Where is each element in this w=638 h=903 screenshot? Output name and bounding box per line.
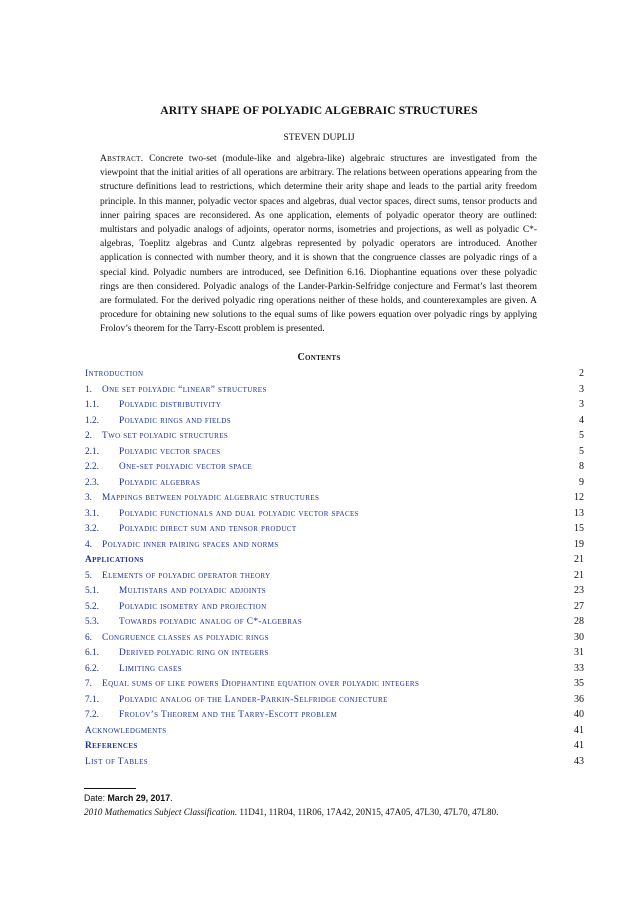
toc-entry[interactable] bbox=[85, 508, 584, 524]
toc-entry[interactable] bbox=[85, 523, 584, 539]
toc-entry[interactable] bbox=[85, 632, 584, 648]
toc-entry-number: 3. bbox=[85, 493, 92, 503]
toc-entry[interactable] bbox=[85, 368, 584, 384]
toc-entry-number: 5.1. bbox=[85, 586, 99, 596]
date-label: Date: bbox=[84, 793, 106, 803]
toc-entry-page: 5 bbox=[579, 430, 584, 441]
toc-entry-page: 36 bbox=[574, 693, 584, 705]
toc-entry-page: 5 bbox=[579, 445, 584, 457]
toc-entry-link[interactable]: Polyadic analog of the Lander-Parkin-Selfridge conjecture bbox=[119, 694, 388, 705]
toc-entry-number: 6.2. bbox=[85, 663, 99, 674]
toc-entry[interactable] bbox=[85, 430, 584, 446]
footnote-msc bbox=[84, 806, 498, 819]
toc-entry-number: 6. bbox=[85, 632, 92, 643]
toc-entry[interactable] bbox=[85, 694, 584, 710]
toc-entry-link[interactable]: Derived polyadic ring on integers bbox=[119, 648, 269, 658]
toc-entry-page: 21 bbox=[574, 554, 584, 565]
toc-entry[interactable] bbox=[85, 554, 584, 570]
toc-entry[interactable] bbox=[85, 384, 584, 400]
toc-entry-number: 3.2. bbox=[85, 524, 99, 534]
toc-entry-number: 6.1. bbox=[85, 648, 99, 658]
toc-entry-page: 31 bbox=[574, 647, 584, 658]
toc-entry-link[interactable]: One-set polyadic vector space bbox=[119, 462, 253, 472]
toc-entry-number: 5.2. bbox=[85, 601, 99, 612]
paper-author: STEVEN DUPLIJ bbox=[283, 132, 355, 143]
toc-entry-link[interactable]: Elements of polyadic operator theory bbox=[102, 570, 271, 581]
toc-entry-page: 13 bbox=[574, 507, 584, 519]
toc-entry-link[interactable]: List of Tables bbox=[85, 756, 149, 767]
toc-entry[interactable] bbox=[85, 585, 584, 601]
toc-entry-page: 40 bbox=[574, 709, 584, 720]
toc-entry-link[interactable]: References bbox=[85, 741, 138, 751]
toc-entry-link[interactable]: Multistars and polyadic adjoints bbox=[119, 586, 267, 596]
toc-entry-link[interactable]: Mappings between polyadic algebraic structures bbox=[102, 493, 320, 503]
toc-entry-number: 3.1. bbox=[85, 508, 99, 519]
toc-entry-number: 5.3. bbox=[85, 617, 99, 627]
toc-entry-page: 3 bbox=[579, 383, 584, 395]
toc-entry-number: 1. bbox=[85, 384, 92, 395]
table-of-contents bbox=[85, 368, 584, 771]
toc-entry[interactable] bbox=[85, 740, 584, 756]
toc-entry-number: 2. bbox=[85, 431, 92, 441]
toc-entry-page: 30 bbox=[574, 631, 584, 643]
footnote-rule bbox=[84, 788, 136, 789]
toc-entry-link[interactable]: Polyadic isometry and projection bbox=[119, 601, 267, 612]
contents-heading: Contents bbox=[297, 352, 341, 363]
toc-entry-number: 2.2. bbox=[85, 462, 99, 472]
toc-entry[interactable] bbox=[85, 678, 584, 694]
footnote-date: Date: March 29, 2017. bbox=[84, 793, 173, 803]
toc-entry[interactable] bbox=[85, 461, 584, 477]
toc-entry-page: 41 bbox=[574, 740, 584, 751]
toc-entry-link[interactable]: Polyadic rings and fields bbox=[119, 415, 232, 426]
toc-entry[interactable] bbox=[85, 446, 584, 462]
paper-title: ARITY SHAPE OF POLYADIC ALGEBRAIC STRUCTURES bbox=[160, 104, 478, 117]
toc-entry-link[interactable]: Polyadic direct sum and tensor product bbox=[119, 524, 297, 534]
toc-entry-link[interactable]: Polyadic distributivity bbox=[119, 400, 222, 410]
toc-entry[interactable] bbox=[85, 616, 584, 632]
toc-entry[interactable] bbox=[85, 492, 584, 508]
toc-entry-number: 2.3. bbox=[85, 477, 99, 488]
toc-entry[interactable] bbox=[85, 663, 584, 679]
toc-entry[interactable] bbox=[85, 570, 584, 586]
toc-entry-page: 23 bbox=[574, 585, 584, 596]
toc-entry-page: 12 bbox=[574, 492, 584, 503]
msc-label: 2010 Mathematics Subject Classification. bbox=[84, 807, 238, 817]
abstract-label: Abstract. bbox=[100, 154, 144, 164]
toc-entry-page: 19 bbox=[574, 538, 584, 550]
toc-entry[interactable] bbox=[85, 725, 584, 741]
toc-entry-page: 27 bbox=[574, 600, 584, 612]
toc-entry-page: 35 bbox=[574, 678, 584, 689]
toc-entry[interactable] bbox=[85, 709, 584, 725]
toc-entry-page: 8 bbox=[579, 461, 584, 472]
toc-entry-link[interactable]: Equal sums of like powers Diophantine equation over polyadic integers bbox=[102, 679, 420, 689]
toc-entry-page: 3 bbox=[579, 399, 584, 410]
toc-entry-page: 43 bbox=[574, 755, 584, 767]
toc-entry-page: 21 bbox=[574, 569, 584, 581]
toc-entry[interactable] bbox=[85, 399, 584, 415]
toc-entry[interactable] bbox=[85, 756, 584, 772]
toc-entry-number: 1.1. bbox=[85, 400, 99, 410]
toc-entry-page: 9 bbox=[579, 476, 584, 488]
toc-entry-link[interactable]: Introduction bbox=[85, 369, 144, 379]
toc-entry[interactable] bbox=[85, 415, 584, 431]
toc-entry[interactable] bbox=[85, 647, 584, 663]
toc-entry-link[interactable]: Polyadic functionals and dual polyadic vector spaces bbox=[119, 508, 359, 519]
toc-entry[interactable] bbox=[85, 601, 584, 617]
toc-entry-number: 4. bbox=[85, 539, 92, 550]
msc-codes: 11D41, 11R04, 11R06, 17A42, 20N15, 47A05, 47L30, 47L70, 47L80. bbox=[239, 807, 499, 817]
toc-entry-page: 28 bbox=[574, 616, 584, 627]
toc-entry-link[interactable]: Congruence classes as polyadic rings bbox=[102, 632, 269, 643]
toc-entry-number: 1.2. bbox=[85, 415, 99, 426]
toc-entry-link[interactable]: Limiting cases bbox=[119, 663, 182, 674]
toc-entry-number: 5. bbox=[85, 570, 92, 581]
toc-entry-link[interactable]: Two set polyadic structures bbox=[102, 431, 229, 441]
toc-entry-link[interactable]: Acknowledgments bbox=[85, 725, 167, 736]
toc-entry-number: 7.2. bbox=[85, 710, 99, 720]
toc-entry-number: 7.1. bbox=[85, 694, 99, 705]
toc-entry-page: 15 bbox=[574, 523, 584, 534]
toc-entry-number: 7. bbox=[85, 679, 92, 689]
toc-entry-page: 41 bbox=[574, 724, 584, 736]
toc-entry-link[interactable]: Towards polyadic analog of C*-algebras bbox=[119, 617, 303, 627]
toc-entry-page: 2 bbox=[579, 368, 584, 379]
toc-entry-page: 4 bbox=[579, 414, 584, 426]
toc-entry-page: 33 bbox=[574, 662, 584, 674]
toc-entry-link[interactable]: Polyadic vector spaces bbox=[119, 446, 221, 457]
toc-entry[interactable] bbox=[85, 477, 584, 493]
toc-entry[interactable] bbox=[85, 539, 584, 555]
toc-entry-number: 2.1. bbox=[85, 446, 99, 457]
toc-entry-link[interactable]: Polyadic inner pairing spaces and norms bbox=[102, 539, 279, 550]
toc-entry-link[interactable]: Polyadic algebras bbox=[119, 477, 201, 488]
abstract bbox=[100, 152, 537, 337]
toc-entry-link[interactable]: One set polyadic “linear” structures bbox=[102, 384, 267, 395]
abstract-text: Concrete two-set (module-like and algebra-like) algebraic structures are investigated from the viewpoint that the initial arities of all operations are arbitrary. The relations between operations appearing from the structure definitions lead to restrictions, which determine their arity shape and leads to the partial arity freedom principle. In this manner, polyadic vector spaces and algebras, dual vector spaces, direct sums, tensor products and inner pairing spaces are reconsidered. As one application, elements of polyadic operator theory are outlined: multistars and polyadic analogs of adjoints, operator norms, isometries and projections, as well as polyadic C*-algebras, Toeplitz algebras and Cuntz algebras represented by polyadic operators are introduced. Another application is connected with number theory, and it is shown that the congruence classes are polyadic rings of a special kind. Polyadic numbers are introduced, see Definition 6.16. Diophantine equations over these polyadic rings are then considered. Polyadic analogs of the Lander-Parkin-Selfridge conjecture and Fermat’s last theorem are formulated. For the derived polyadic ring operations neither of these holds, and counterexamples are given. A procedure for obtaining new solutions to the equal sums of like powers equation over polyadic rings by applying Frolov’s theorem for the Tarry-Escott problem is presented. bbox=[100, 154, 537, 335]
date-value: March 29, 2017 bbox=[107, 793, 171, 803]
toc-entry-link[interactable]: Applications bbox=[85, 555, 144, 565]
toc-entry-link[interactable]: Frolov’s Theorem and the Tarry-Escott problem bbox=[119, 710, 338, 720]
